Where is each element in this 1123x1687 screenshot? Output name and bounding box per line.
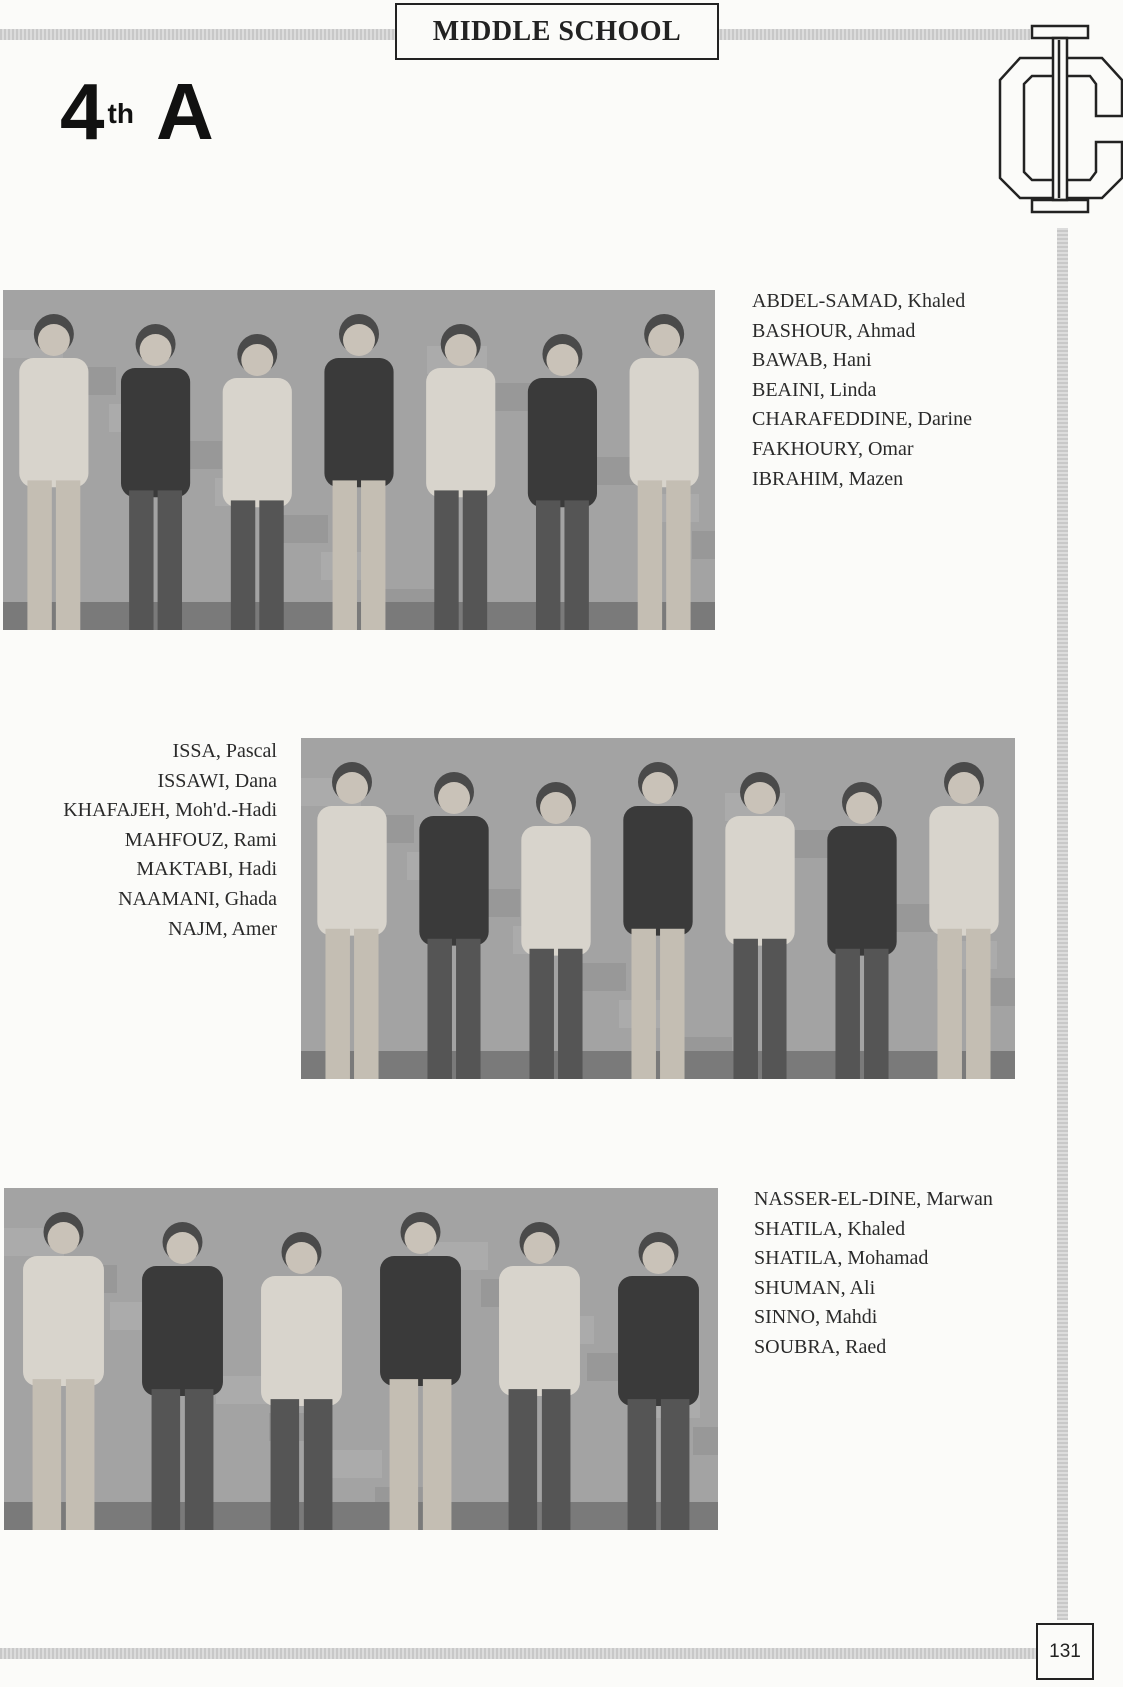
section-title <box>395 3 719 60</box>
ground <box>3 602 715 630</box>
section-title-text: MIDDLE SCHOOL <box>432 15 682 47</box>
class-number: 4 <box>60 67 105 156</box>
page-number-text: 131 <box>1049 1640 1081 1662</box>
school-logo-icon <box>998 22 1123 228</box>
student-name: SHATILA, Mohamad <box>754 1247 929 1270</box>
ground <box>4 1502 718 1530</box>
student-name: SOUBRA, Raed <box>754 1335 887 1358</box>
student-name: NASSER-EL-DINE, Marwan <box>754 1188 993 1210</box>
student-name: SHUMAN, Ali <box>754 1276 876 1299</box>
ground <box>301 1051 1015 1079</box>
photo-1-figures <box>3 290 715 630</box>
student-name: KHAFAJEH, Moh'd.-Hadi <box>63 799 277 822</box>
bottom-rule <box>0 1648 1045 1659</box>
class-group-photo-3 <box>4 1188 718 1530</box>
class-suffix: th <box>107 98 134 129</box>
class-letter: A <box>155 67 214 156</box>
student-name: SHATILA, Khaled <box>754 1217 906 1240</box>
student-name: BEAINI, Linda <box>752 378 877 401</box>
student-name: ISSAWI, Dana <box>157 769 277 792</box>
right-rule <box>1057 228 1068 1620</box>
class-group-photo-2 <box>301 738 1015 1079</box>
student-name: MAKTABI, Hadi <box>136 858 277 881</box>
student-name: SINNO, Mahdi <box>754 1306 878 1329</box>
student-name: BASHOUR, Ahmad <box>752 319 916 342</box>
wall-stone <box>693 1427 718 1455</box>
class-title <box>60 67 214 156</box>
photo-3-figures <box>4 1188 718 1530</box>
student-name: ISSA, Pascal <box>172 740 277 762</box>
photo-2-figures <box>301 738 1015 1079</box>
student-name: IBRAHIM, Mazen <box>752 467 904 490</box>
student-name: NAJM, Amer <box>168 917 277 940</box>
student-name: FAKHOURY, Omar <box>752 437 914 460</box>
student-name: CHARAFEDDINE, Darine <box>752 408 972 431</box>
group-1-name-list <box>752 287 972 494</box>
class-group-photo-1 <box>3 290 715 630</box>
student-name: MAHFOUZ, Rami <box>124 828 277 851</box>
group-2-name-list <box>63 737 277 944</box>
student-name: NAAMANI, Ghada <box>118 887 277 910</box>
student-name: BAWAB, Hani <box>752 349 872 372</box>
group-3-name-list <box>754 1185 993 1363</box>
wall-stone <box>990 978 1015 1006</box>
page-number <box>1036 1623 1094 1680</box>
wall-stone <box>692 531 715 559</box>
student-name: ABDEL-SAMAD, Khaled <box>752 290 966 312</box>
